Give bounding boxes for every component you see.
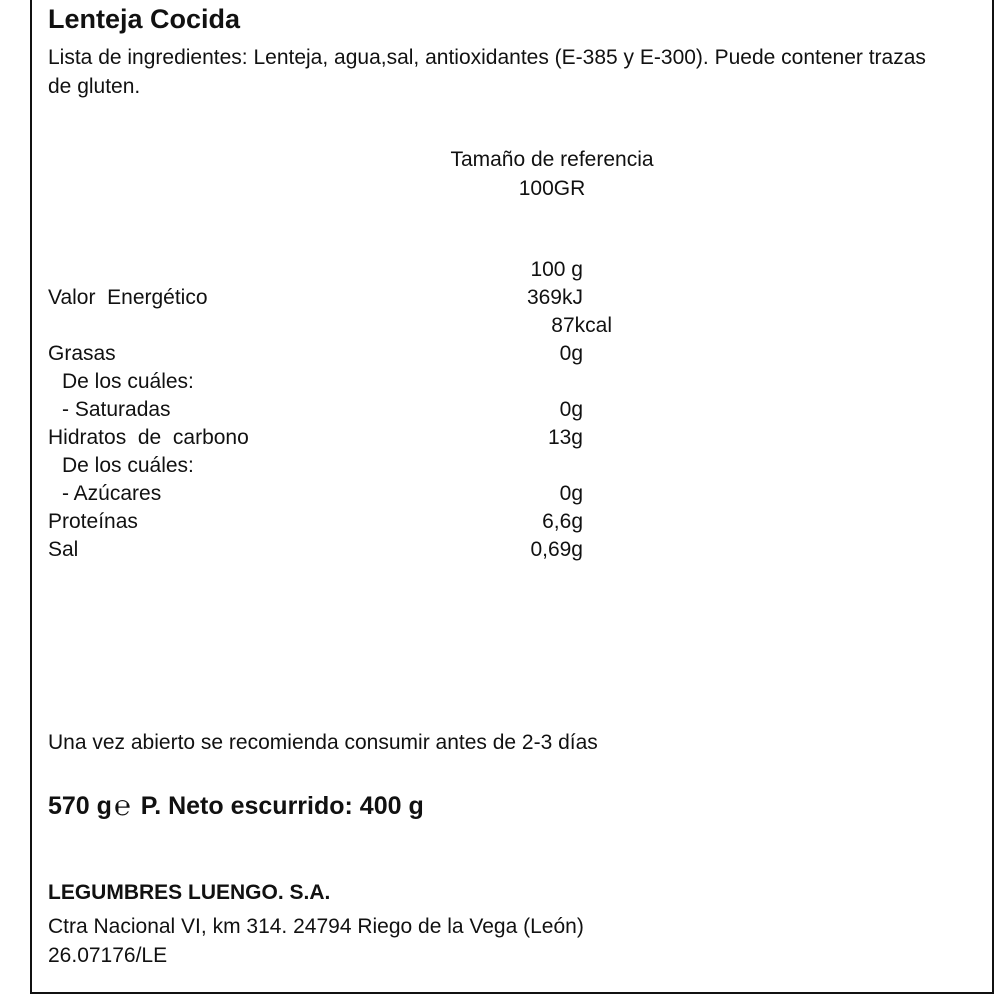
nutrition-value: 0,69g — [530, 538, 583, 561]
nutrition-value: 0g — [559, 398, 583, 421]
nutrition-row-saturated — [48, 398, 648, 426]
nutrition-label: Proteínas — [48, 510, 138, 533]
nutrition-value: 87kcal — [551, 314, 612, 337]
drained-weight: P. Neto escurrido: 400 g — [140, 792, 424, 820]
nutrition-row-protein — [48, 510, 648, 538]
registry-code: 26.07176/LE — [48, 944, 168, 967]
storage-note: Una vez abierto se recomienda consumir antes de 2-3 días — [48, 731, 598, 754]
nutrition-value: 0g — [559, 482, 583, 505]
ingredients-list: Lista de ingredientes: Lenteja, agua,sal, antioxidantes (E-385 y E-300). Puede contener trazas de gluten. — [48, 46, 926, 98]
nutrition-value: 6,6g — [542, 510, 583, 533]
nutrition-row-of-which — [48, 370, 648, 398]
nutrition-row-sugars — [48, 482, 648, 510]
nutrition-column-header-row — [48, 258, 648, 286]
nutrition-label: - Azúcares — [62, 482, 162, 505]
nutrition-label: Valor Energético — [48, 286, 208, 309]
nutrition-label: De los cuáles: — [62, 454, 194, 477]
nutrition-row-energy-kcal — [48, 314, 648, 342]
manufacturer-name: LEGUMBRES LUENGO. S.A. — [48, 881, 331, 904]
nutrition-row-salt — [48, 538, 648, 566]
weights-line — [48, 790, 424, 822]
estimated-sign-icon: ℮ — [113, 790, 131, 821]
manufacturer-address: Ctra Nacional VI, km 314. 24794 Riego de la Vega (León) — [48, 915, 584, 938]
reference-size-label: Tamaño de referencia — [450, 148, 654, 171]
nutrition-value: 0g — [559, 342, 583, 365]
nutrition-row-carbohydrates — [48, 426, 648, 454]
nutrition-label: Hidratos de carbono — [48, 426, 249, 449]
nutrition-row-fat — [48, 342, 648, 370]
product-title: Lenteja Cocida — [48, 4, 241, 34]
reference-size-value: 100GR — [518, 177, 586, 200]
nutrition-label: Grasas — [48, 342, 116, 365]
nutrition-label: Sal — [48, 538, 79, 561]
nutrition-table — [48, 258, 648, 566]
net-weight: 570 g — [48, 792, 112, 820]
nutrition-label: - Saturadas — [62, 398, 171, 421]
nutrition-label: De los cuáles: — [62, 370, 194, 393]
nutrition-column-header: 100 g — [530, 258, 583, 281]
nutrition-row-energy-kj — [48, 286, 648, 314]
nutrition-row-of-which — [48, 454, 648, 482]
nutrition-value: 369kJ — [526, 286, 583, 309]
nutrition-value: 13g — [547, 426, 583, 449]
